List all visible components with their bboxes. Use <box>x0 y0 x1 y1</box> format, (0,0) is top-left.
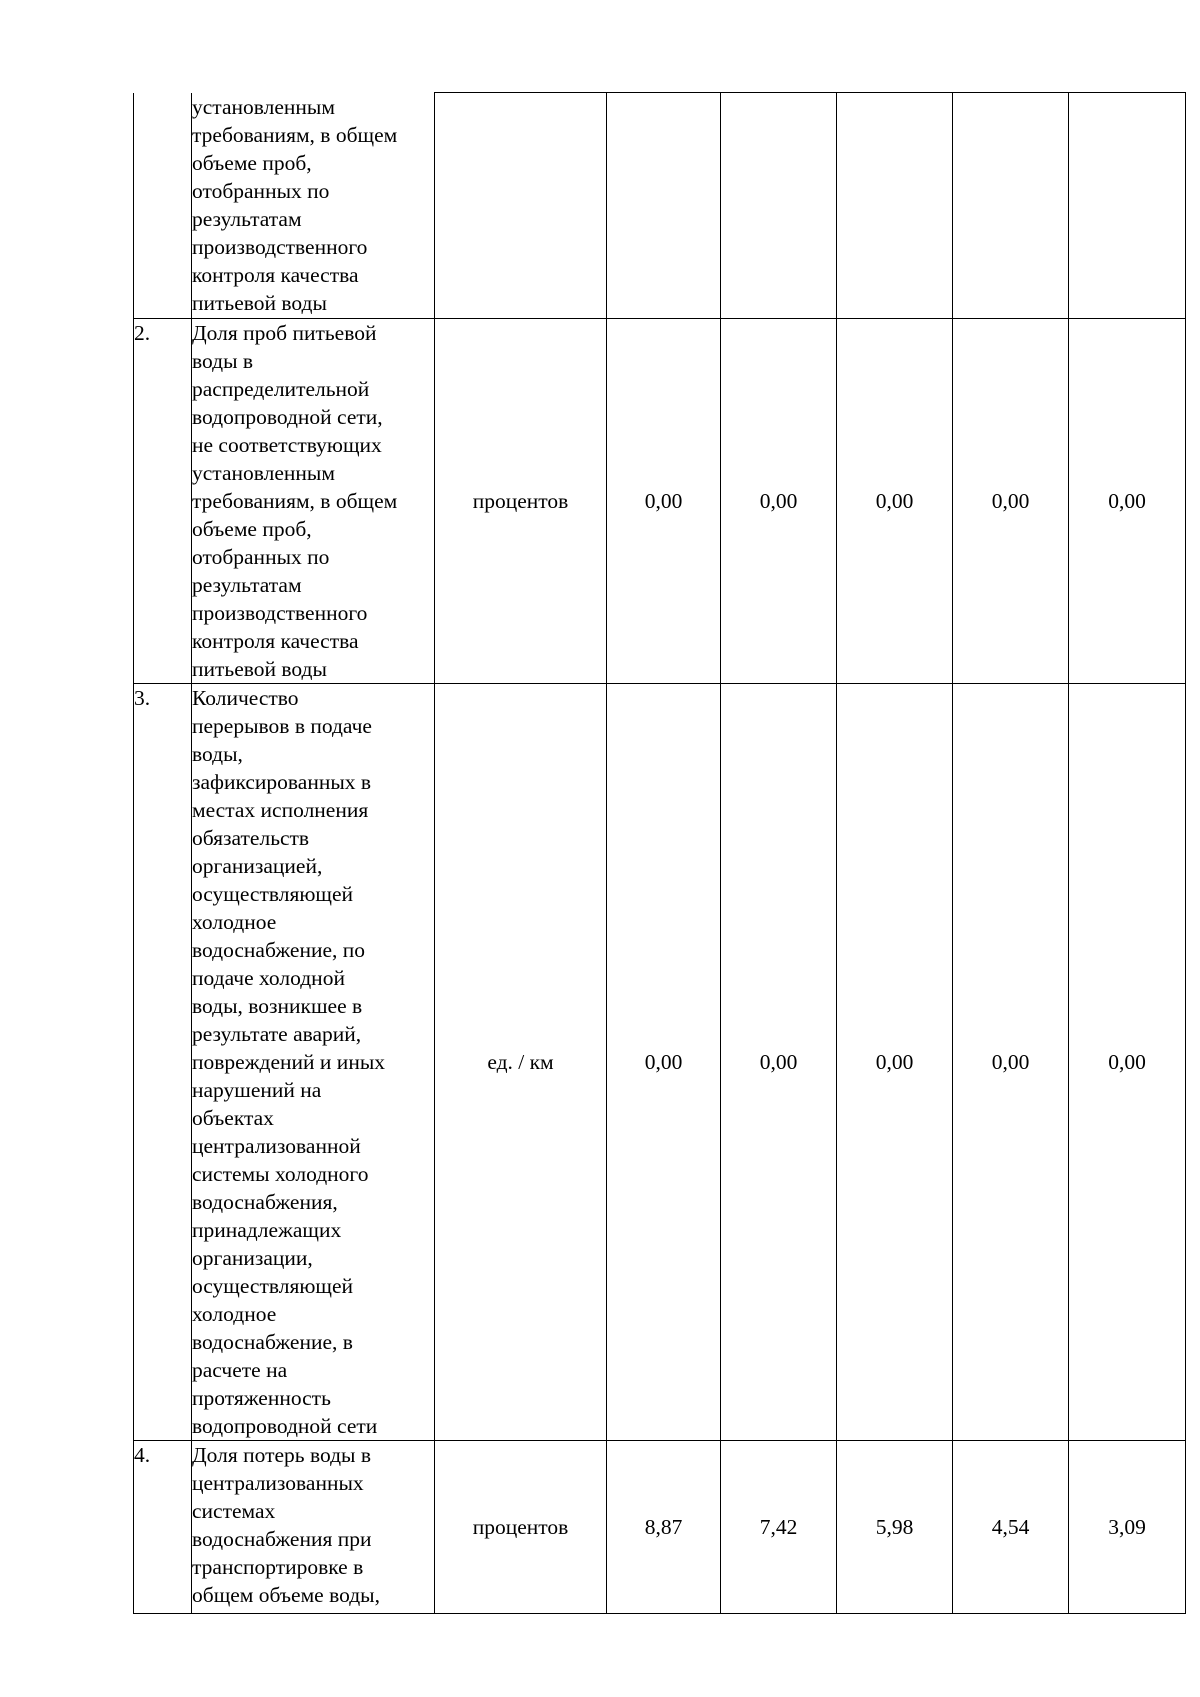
unit-cell: процентов <box>435 319 607 684</box>
table-row <box>134 93 1186 319</box>
indicator-description-cell: установленным требованиям, в общем объеме проб, отобранных по результатам производственного контроля качества питьевой воды <box>192 93 435 319</box>
indicator-description-cell: Доля потерь воды в централизованных системах водоснабжения при транспортировке в общем объеме воды, <box>192 1441 435 1614</box>
row-number-cell: 3. <box>134 684 192 1441</box>
unit-cell: ед. / км <box>435 684 607 1441</box>
value-cell <box>1069 93 1186 319</box>
row-number-cell: 2. <box>134 319 192 684</box>
indicators-table <box>133 92 1186 1614</box>
value-cell: 7,42 <box>721 1441 837 1614</box>
value-cell: 0,00 <box>953 319 1069 684</box>
value-cell: 0,00 <box>721 319 837 684</box>
value-cell <box>837 93 953 319</box>
value-cell: 0,00 <box>607 319 721 684</box>
value-cell <box>953 93 1069 319</box>
indicator-description-cell: Доля проб питьевой воды в распределительной водопроводной сети, не соответствующих установленным требованиям, в общем объеме проб, отобранных по результатам производственного контроля качества питьевой воды <box>192 319 435 684</box>
unit-cell: процентов <box>435 1441 607 1614</box>
value-cell: 0,00 <box>1069 319 1186 684</box>
value-cell: 0,00 <box>837 684 953 1441</box>
row-number-cell: 4. <box>134 1441 192 1614</box>
value-cell <box>607 93 721 319</box>
value-cell <box>721 93 837 319</box>
value-cell: 0,00 <box>721 684 837 1441</box>
value-cell: 3,09 <box>1069 1441 1186 1614</box>
value-cell: 0,00 <box>837 319 953 684</box>
table-row <box>134 684 1186 1441</box>
row-number-cell <box>134 93 192 319</box>
value-cell: 8,87 <box>607 1441 721 1614</box>
indicator-description-cell: Количество перерывов в подаче воды, зафиксированных в местах исполнения обязательств организацией, осуществляющей холодное водоснабжение, по подаче холодной воды, возникшее в результате аварий, повреждений и иных нарушений на объектах централизованной системы холодного водоснабжения, принадлежащих организации, осуществляющей холодное водоснабжение, в расчете на протяженность водопроводной сети <box>192 684 435 1441</box>
unit-cell <box>435 93 607 319</box>
value-cell: 0,00 <box>607 684 721 1441</box>
value-cell: 4,54 <box>953 1441 1069 1614</box>
value-cell: 0,00 <box>953 684 1069 1441</box>
value-cell: 0,00 <box>1069 684 1186 1441</box>
table-row <box>134 1441 1186 1614</box>
value-cell: 5,98 <box>837 1441 953 1614</box>
table-row <box>134 319 1186 684</box>
